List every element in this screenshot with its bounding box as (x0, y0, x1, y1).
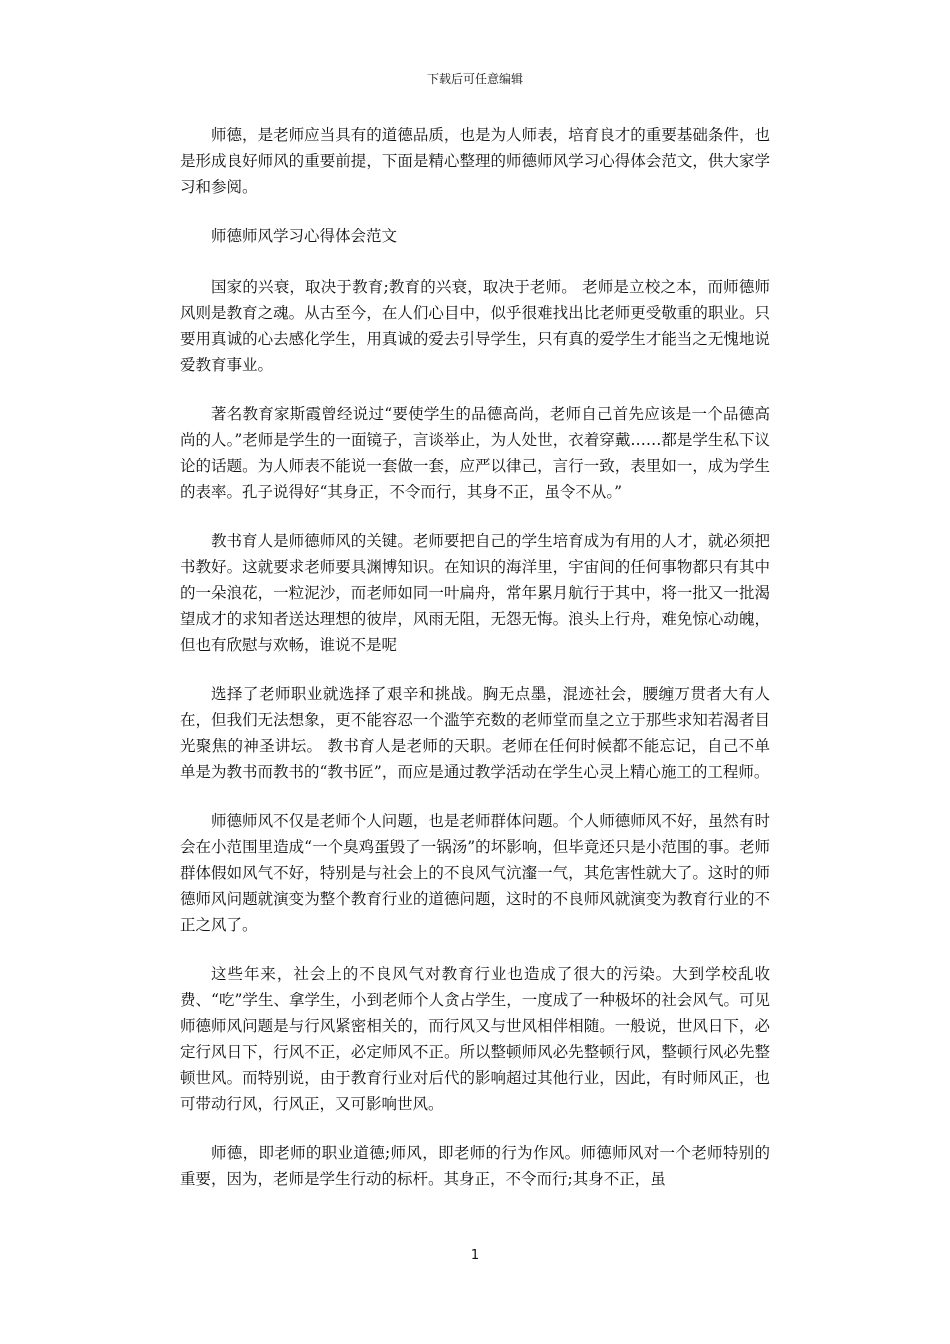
body-paragraph: 师德师风不仅是老师个人问题，也是老师群体问题。个人师德师风不好，虽然有时会在小范围里造成“一个臭鸡蛋毁了一锅汤”的坏影响，但毕竟还只是小范围的事。老师群体假如风气不好，特别是与社会上的不良风气沆瀣一气，其危害性就大了。这时的师德师风问题就演变为整个教育行业的道德问题，这时的不良师风就演变为教育行业的不正之风了。 (180, 812, 770, 934)
page-header: 下载后可任意编辑 (426, 72, 523, 86)
document-body (180, 122, 770, 1215)
body-paragraph: 国家的兴衰，取决于教育;教育的兴衰，取决于老师。 老师是立校之本，而师德师风则是教育之魂。从古至今，在人们心目中，似乎很难找出比老师更受敬重的职业。只要用真诚的心去感化学生，用真诚的爱去引导学生，只有真的爱学生才能当之无愧地说爱教育事业。 (180, 278, 770, 374)
body-paragraph: 这些年来，社会上的不良风气对教育行业也造成了很大的污染。大到学校乱收费、“吃”学生、拿学生，小到老师个人贪占学生，一度成了一种极坏的社会风气。可见师德师风问题是与行风紧密相关的，而行风又与世风相伴相随。一般说，世风日下，必定行风日下，行风不正，必定师风不正。所以整顿师风必先整顿行风，整顿行风必先整顿世风。而特别说，由于教育行业对后代的影响超过其他行业，因此，有时师风正，也可带动行风，行风正，又可影响世风。 (180, 965, 770, 1113)
section-title: 师德师风学习心得体会范文 (211, 227, 398, 245)
intro-paragraph: 师德，是老师应当具有的道德品质，也是为人师表，培育良才的重要基础条件，也是形成良好师风的重要前提，下面是精心整理的师德师风学习心得体会范文，供大家学习和参阅。 (180, 126, 770, 196)
body-paragraph: 教书育人是师德师风的关键。老师要把自己的学生培育成为有用的人才，就必须把书教好。这就要求老师要具渊博知识。在知识的海洋里，宇宙间的任何事物都只有其中的一朵浪花，一粒泥沙，而老师如同一叶扁舟，常年累月航行于其中，将一批又一批渴望成才的求知者送达理想的彼岸，风雨无阻，无怨无悔。浪头上行舟，难免惊心动魄，但也有欣慰与欢畅，谁说不是呢 (180, 532, 770, 654)
body-paragraph: 著名教育家斯霞曾经说过“要使学生的品德高尚，老师自己首先应该是一个品德高尚的人。”老师是学生的一面镜子，言谈举止，为人处世，衣着穿戴……都是学生私下议论的话题。为人师表不能说一套做一套，应严以律己，言行一致，表里如一，成为学生的表率。孔子说得好“其身正，不令而行，其身不正，虽令不从。” (180, 405, 770, 501)
page-number: 1 (470, 1248, 480, 1263)
body-paragraph: 师德，即老师的职业道德;师风，即老师的行为作风。师德师风对一个老师特别的重要，因为，老师是学生行动的标杆。其身正，不令而行;其身不正，虽 (180, 1144, 770, 1188)
body-paragraph: 选择了老师职业就选择了艰辛和挑战。胸无点墨，混迹社会，腰缠万贯者大有人在，但我们无法想象，更不能容忍一个滥竽充数的老师堂而皇之立于那些求知若渴者目光聚焦的神圣讲坛。 教书育人是老师的天职。老师在任何时候都不能忘记，自己不单单是为教书而教书的“教书匠”，而应是通过教学活动在学生心灵上精心施工的工程师。 (180, 685, 770, 781)
